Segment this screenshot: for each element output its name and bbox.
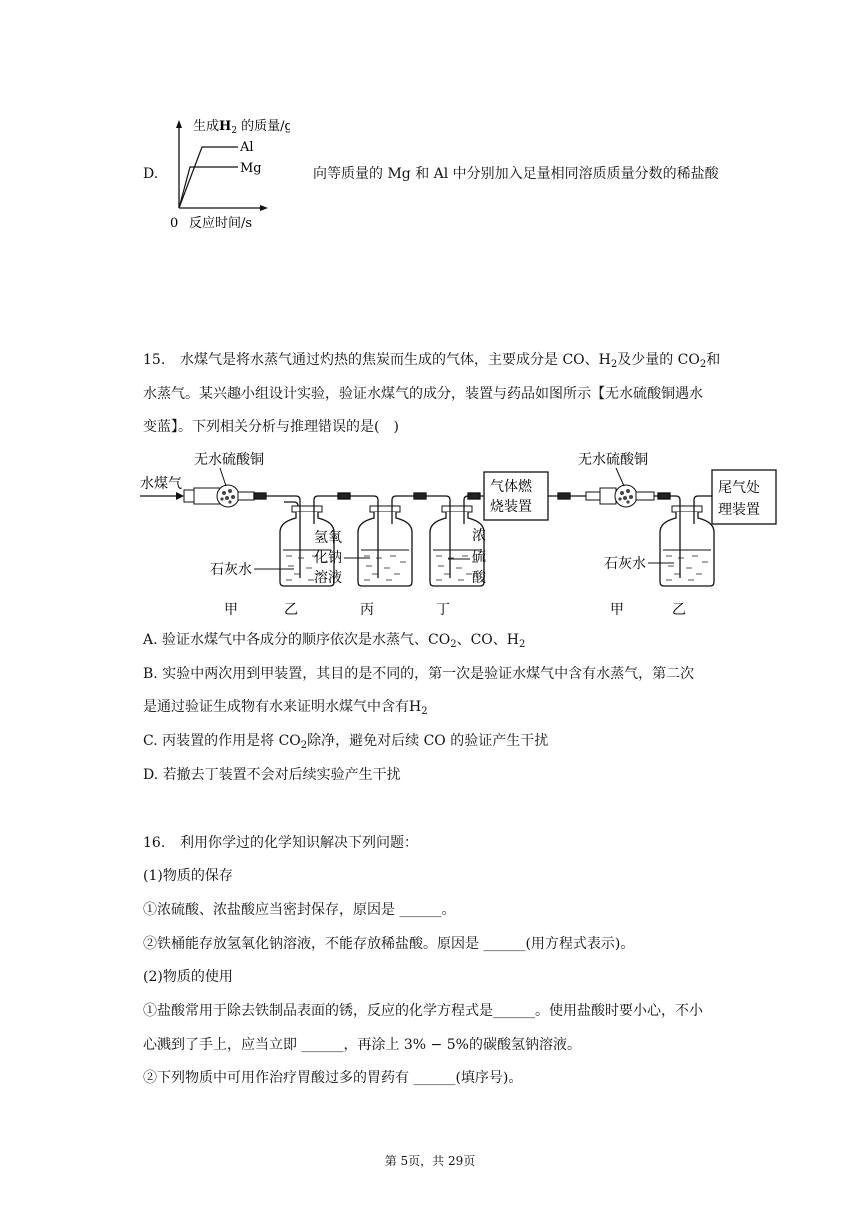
bottle-yi-2 xyxy=(660,506,714,586)
option-d-description: 向等质量的 Mg 和 Al 中分别加入足量相同溶质质量分数的稀盐酸 xyxy=(313,166,719,182)
q16-part1-item1: ①浓硫酸、浓盐酸应当密封保存，原因是 ______。 xyxy=(143,902,456,918)
q16-part1-item2: ②铁桶能存放氢氧化钠溶液，不能存放稀盐酸。原因是 ______(用方程式表示)。 xyxy=(143,936,635,952)
h2so4-line2: 硫 xyxy=(472,549,486,565)
q16-part2-item1-line2: 心溅到了手上，应当立即 ______，再涂上 3% − 5%的碳酸氢钠溶液。 xyxy=(143,1037,581,1053)
q15-option-c: C. 丙装置的作用是将 $CO_2$除净，避免对后续 CO 的验证产生干扰 xyxy=(143,733,549,751)
q15-number: 15. xyxy=(143,352,166,368)
bottle-bing xyxy=(358,506,412,586)
drying-tube-2 xyxy=(586,485,654,507)
label-bing: 丙 xyxy=(360,602,374,618)
q15-stem-line2: 水蒸气。某兴趣小组设计实验，验证水煤气的成分，装置与药品如图所示【无水硫酸铜遇水 xyxy=(143,386,703,402)
cuso4-label-2: 无水硫酸铜 xyxy=(578,452,648,468)
q16-part1-title: (1)物质的保存 xyxy=(143,868,233,884)
q16-number: 16. xyxy=(143,835,166,851)
q16-part2-item1-line1: ①盐酸常用于除去铁制品表面的锈，反应的化学方程式是______。使用盐酸时要小心，不小 xyxy=(143,1003,703,1019)
y-axis-label: 生成$H_2$ 的质量/g xyxy=(193,119,290,136)
q15-option-d: D. 若撤去丁装置不会对后续实验产生干扰 xyxy=(143,767,401,783)
naoh-line1: 氢氧 xyxy=(314,530,342,546)
cuso4-label-1: 无水硫酸铜 xyxy=(194,452,264,468)
h2-mass-graph xyxy=(160,110,290,235)
al-label: Al xyxy=(240,140,254,155)
tail-box-line1: 尾气处 xyxy=(718,480,760,496)
inlet-label: 水煤气 xyxy=(140,476,182,492)
x-axis-label: 反应时间/s xyxy=(189,216,253,231)
y-axis-arrow xyxy=(176,120,182,128)
h2so4-line1: 浓 xyxy=(472,528,486,544)
label-jia-2: 甲 xyxy=(610,602,624,618)
burn-box-line2: 烧装置 xyxy=(490,499,532,515)
drying-tube-1 xyxy=(184,485,254,507)
option-d-letter: D. xyxy=(143,166,159,182)
mg-curve xyxy=(179,167,238,208)
burn-box-line1: 气体燃 xyxy=(490,479,532,495)
q15-stem-line1: 水煤气是将水蒸气通过灼热的焦炭而生成的气体，主要成分是 CO、$H_2$及少量的 $CO_2$和 xyxy=(180,352,721,370)
mg-label: Mg xyxy=(240,161,262,176)
q15-option-a: A. 验证水煤气中各成分的顺序依次是水蒸气、$CO_2$、CO、$H_2$ xyxy=(143,632,526,650)
naoh-line3: 溶液 xyxy=(314,570,342,586)
q15-option-b-line2: 是通过验证生成物有水来证明水煤气中含有$H_2$ xyxy=(143,699,428,717)
al-curve xyxy=(179,147,238,208)
q15-option-b-line1: B. 实验中两次用到甲装置，其目的是不同的，第一次是验证水煤气中含有水蒸气，第二次 xyxy=(143,666,695,682)
naoh-line2: 化钠 xyxy=(314,550,342,566)
q15-stem-line3: 变蓝】。下列相关分析与推理错误的是( ) xyxy=(143,419,399,435)
q16-part2-item2: ②下列物质中可用作治疗胃酸过多的胃药有 ______(填序号)。 xyxy=(143,1070,523,1086)
x-axis-arrow xyxy=(260,205,268,211)
q16-part2-title: (2)物质的使用 xyxy=(143,969,233,985)
label-jia-1: 甲 xyxy=(224,602,238,618)
origin-label: 0 xyxy=(170,216,179,231)
limewater-label-1: 石灰水 xyxy=(210,562,252,578)
page-footer: 第 5页，共 29页 xyxy=(384,1154,476,1168)
limewater-label-2: 石灰水 xyxy=(604,556,646,572)
apparatus-diagram xyxy=(138,444,788,624)
label-yi-2: 乙 xyxy=(672,602,686,618)
q16-stem: 利用你学过的化学知识解决下列问题： xyxy=(180,835,418,851)
label-ding: 丁 xyxy=(436,602,450,618)
tail-box-line2: 理装置 xyxy=(718,502,760,518)
label-yi-1: 乙 xyxy=(284,602,298,618)
h2so4-line3: 酸 xyxy=(472,570,486,586)
